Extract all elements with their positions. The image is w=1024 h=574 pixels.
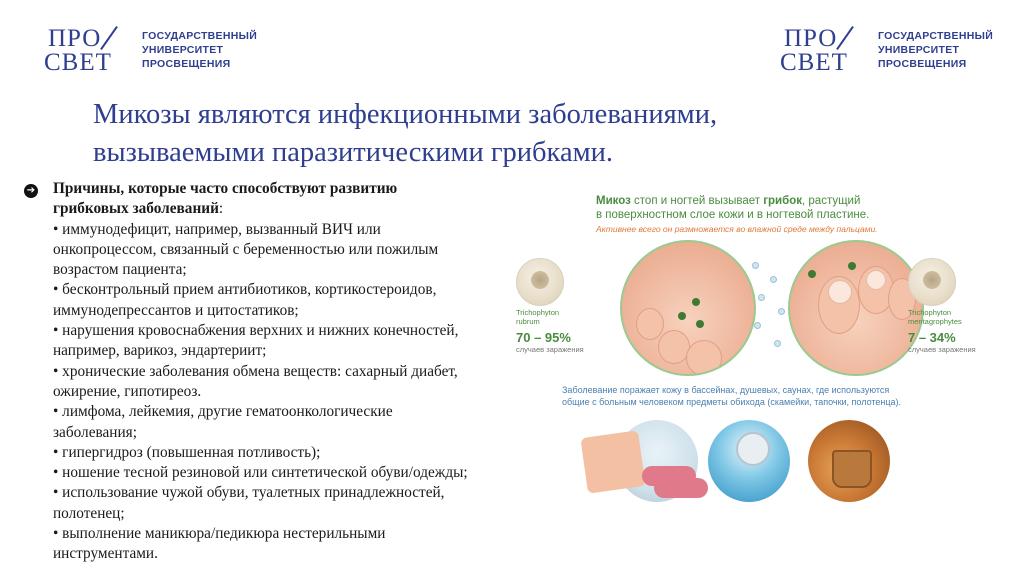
species-name: Trichophyton rubrum	[516, 308, 560, 326]
causes-line-bold: грибковых заболеваний	[53, 200, 219, 218]
species-cases-label: случаев заражения	[908, 345, 976, 354]
causes-line-text: • хронические заболевания обмена веществ: сахарный диабет,	[53, 362, 458, 380]
petri-dish-icon	[908, 258, 956, 306]
causes-line-text: иммунодепрессантов и цитостатиков;	[53, 301, 299, 319]
logo-line-1: ГОСУДАРСТВЕННЫЙ	[142, 30, 258, 42]
logo-mark	[44, 24, 136, 76]
causes-line	[53, 443, 523, 463]
causes-line-bold: Причины, которые часто способствуют развитию	[53, 180, 398, 197]
petri-dish-icon	[516, 258, 564, 306]
logo-word-svet: СВЕТ	[780, 49, 848, 76]
infographic-subtitle: Активнее всего он размножается во влажной среде между пальцами.	[596, 224, 878, 234]
heading-text: стоп и ногтей вызывает	[630, 195, 764, 207]
logo-line-3: ПРОСВЕЩЕНИЯ	[878, 58, 967, 70]
causes-line-text: заболевания;	[53, 423, 137, 441]
causes-line-text: • иммунодефицит, например, вызванный ВИЧ или	[53, 220, 381, 238]
logo-slash	[100, 26, 118, 50]
causes-line-text: • использование чужой обуви, туалетных принадлежностей,	[53, 484, 445, 502]
species-percent: 7 – 34%	[908, 330, 956, 345]
causes-line	[53, 544, 523, 564]
causes-line-text: • бесконтрольный прием антибиотиков, кортикостероидов,	[53, 281, 437, 299]
causes-line-text: • лимфома, лейкемия, другие гематоонкологические	[53, 403, 393, 421]
logo-text	[878, 29, 993, 71]
causes-line	[53, 220, 523, 240]
logo-line-2: УНИВЕРСИТЕТ	[878, 44, 960, 56]
university-logo-left	[44, 22, 257, 78]
shower-head-icon	[736, 432, 770, 466]
logo-text	[142, 29, 257, 71]
causes-line	[53, 260, 523, 280]
logo-line-1: ГОСУДАРСТВЕННЫЙ	[878, 30, 994, 42]
causes-line	[53, 280, 523, 300]
causes-line-text: • выполнение маникюра/педикюра нестерильными	[53, 525, 386, 543]
causes-line	[53, 240, 523, 260]
logo-word-pro: ПРО	[784, 25, 838, 52]
toenails-image	[788, 240, 924, 376]
foot-sole-image	[620, 240, 756, 376]
mycosis-infographic	[508, 188, 978, 568]
causes-line-text: возрастом пациента;	[53, 261, 187, 279]
species-mentagrophytes	[908, 258, 988, 354]
species-name: Trichophyton mentagrophytes	[908, 308, 962, 326]
slide-title-line-2: вызываемыми паразитическими грибками.	[93, 137, 614, 168]
arrow-right-circle-icon: ➔	[24, 184, 38, 198]
heading-line-2: в поверхностном слое кожи и в ногтевой пластине.	[596, 209, 870, 221]
logo-slash	[836, 26, 854, 50]
causes-line	[53, 362, 523, 382]
causes-line	[53, 382, 523, 402]
causes-line	[53, 301, 523, 321]
heading-keyword-fungus: грибок	[763, 195, 803, 207]
causes-line-text: • гипергидроз (повышенная потливость);	[53, 443, 321, 461]
causes-line-text: онкопроцессом, связанный с беременностью или пожилым	[53, 240, 439, 258]
slipper-image	[654, 478, 708, 498]
causes-line	[53, 199, 523, 219]
infographic-heading	[596, 194, 936, 222]
causes-list	[53, 179, 523, 565]
causes-line	[53, 341, 523, 361]
species-percent: 70 – 95%	[516, 330, 571, 345]
logo-mark	[780, 24, 872, 76]
university-logo-right	[780, 22, 993, 78]
causes-line-text: • нарушения кровоснабжения верхних и нижних конечностей,	[53, 322, 459, 340]
logo-line-2: УНИВЕРСИТЕТ	[142, 44, 224, 56]
heading-text-end: , растущий	[802, 195, 861, 207]
logo-word-pro: ПРО	[48, 25, 102, 52]
causes-line	[53, 402, 523, 422]
heading-keyword-mycosis: Микоз	[596, 195, 631, 207]
causes-line-text: • ношение тесной резиновой или синтетической обуви/одежды;	[53, 464, 468, 482]
infection-places-text	[562, 384, 962, 408]
infection-places-line-2: общие с больным человеком предметы обихода (скамейки, тапочки, полотенца).	[562, 397, 902, 407]
causes-line	[53, 463, 523, 483]
towel-image	[580, 430, 645, 494]
species-cases-label: случаев заражения	[516, 345, 584, 354]
causes-line	[53, 524, 523, 544]
causes-line	[53, 423, 523, 443]
causes-line	[53, 483, 523, 503]
causes-line	[53, 179, 523, 199]
causes-line-text: ожирение, гипотиреоз.	[53, 382, 202, 400]
causes-line-text: полотенец;	[53, 504, 125, 522]
sauna-bucket-icon	[832, 450, 872, 488]
causes-line	[53, 504, 523, 524]
infection-places-line-1: Заболевание поражает кожу в бассейнах, душевых, саунах, где используются	[562, 385, 890, 395]
logo-line-3: ПРОСВЕЩЕНИЯ	[142, 58, 231, 70]
causes-line-text: инструментами.	[53, 545, 158, 563]
causes-line	[53, 321, 523, 341]
species-rubrum	[516, 258, 596, 354]
logo-word-svet: СВЕТ	[44, 49, 112, 76]
causes-line-text: :	[218, 200, 224, 218]
slide-title	[93, 96, 893, 172]
causes-line-text: например, варикоз, эндартериит;	[53, 342, 267, 360]
slide-title-line-1: Микозы являются инфекционными заболеваниями,	[93, 99, 718, 130]
